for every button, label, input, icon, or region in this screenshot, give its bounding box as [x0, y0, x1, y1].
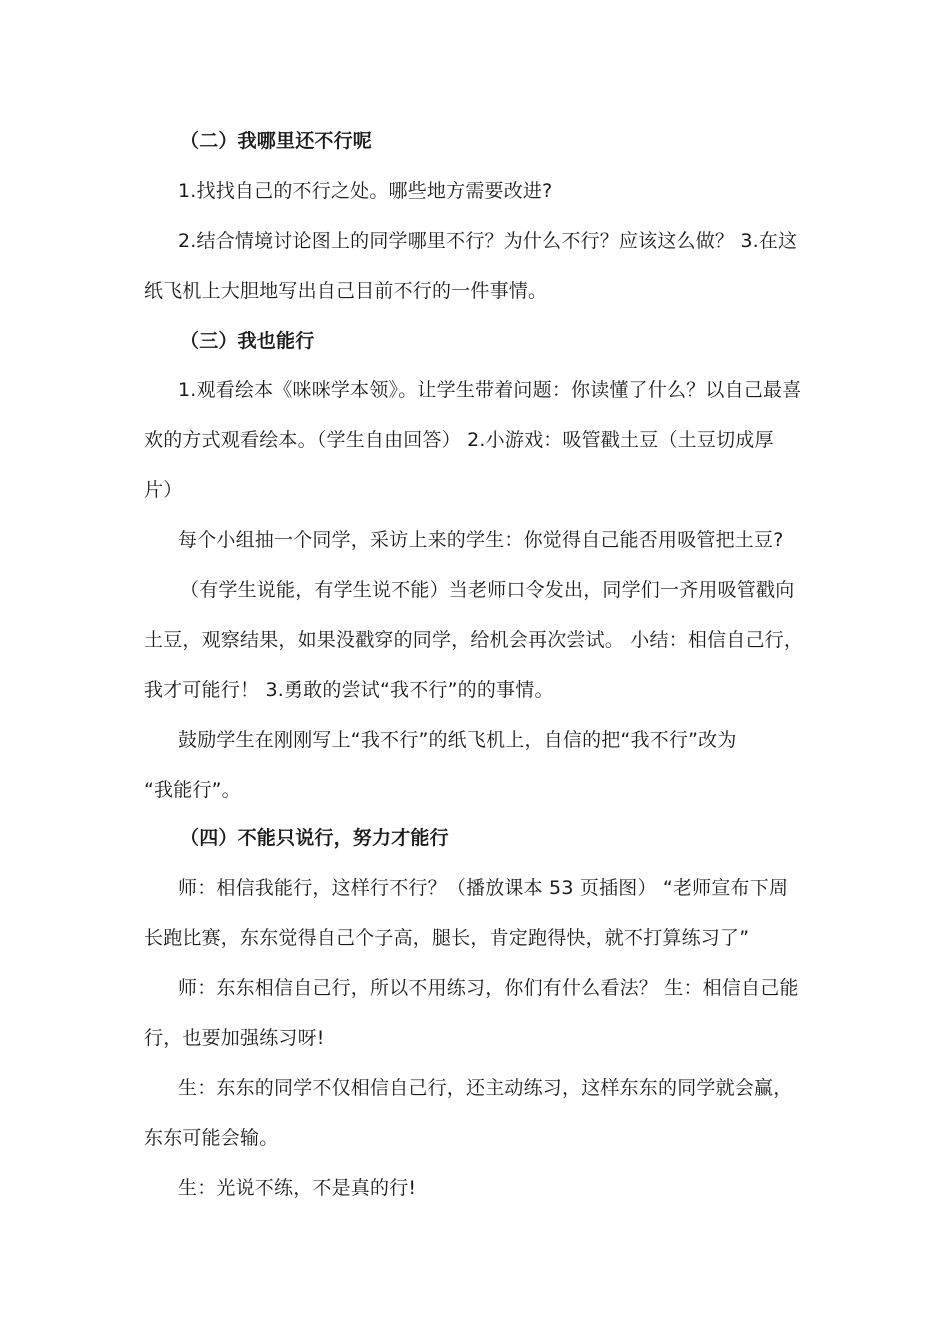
paragraph-line: 欢的方式观看绘本。（学生自由回答） 2.小游戏：吸管戳土豆（土豆切成厚: [144, 429, 774, 451]
paragraph-line: 东东可能会输。: [144, 1127, 279, 1149]
paragraph-line: 1.观看绘本《咪咪学本领》。让学生带着问题：你读懂了什么？以自己最喜: [178, 379, 802, 401]
paragraph-line: 生：光说不练，不是真的行!: [178, 1177, 417, 1199]
section-heading-4: （四）不能只说行，努力才能行: [180, 827, 449, 849]
paragraph-line: 纸飞机上大胆地写出自己目前不行的一件事情。: [144, 280, 548, 302]
paragraph-line: 师：东东相信自己行，所以不用练习，你们有什么看法？ 生：相信自己能: [178, 977, 799, 999]
section-heading-3: （三）我也能行: [180, 330, 315, 352]
paragraph-line: 鼓励学生在刚刚写上“我不行”的纸飞机上，自信的把“我不行”改为: [178, 729, 737, 751]
paragraph-line: 土豆，观察结果，如果没戳穿的同学，给机会再次尝试。 小结：相信自己行，: [144, 629, 804, 651]
paragraph-line: 师：相信我能行，这样行不行？（播放课本 53 页插图） “老师宣布下周: [178, 877, 789, 899]
paragraph-line: 生：东东的同学不仅相信自己行，还主动练习，这样东东的同学就会赢，: [178, 1077, 793, 1099]
paragraph-line: 我才可能行！ 3.勇敢的尝试“我不行”的的事情。: [144, 679, 554, 701]
section-heading-2: （二）我哪里还不行呢: [180, 130, 373, 152]
paragraph-line: 片）: [144, 479, 183, 501]
paragraph-line: 2.结合情境讨论图上的同学哪里不行？为什么不行？应该这么做？ 3.在这: [178, 230, 798, 252]
paragraph-line: 长跑比赛，东东觉得自己个子高，腿长，肯定跑得快，就不打算练习了”: [144, 927, 750, 949]
paragraph-line: （有学生说能，有学生说不能）当老师口令发出，同学们一齐用吸管戳向: [180, 579, 795, 601]
paragraph-line: “我能行”。: [144, 779, 241, 801]
paragraph-line: 每个小组抽一个同学，采访上来的学生：你觉得自己能否用吸管把土豆?: [178, 529, 784, 551]
paragraph-line: 行，也要加强练习呀!: [144, 1027, 325, 1049]
paragraph-line: 1.找找自己的不行之处。哪些地方需要改进?: [178, 180, 553, 202]
